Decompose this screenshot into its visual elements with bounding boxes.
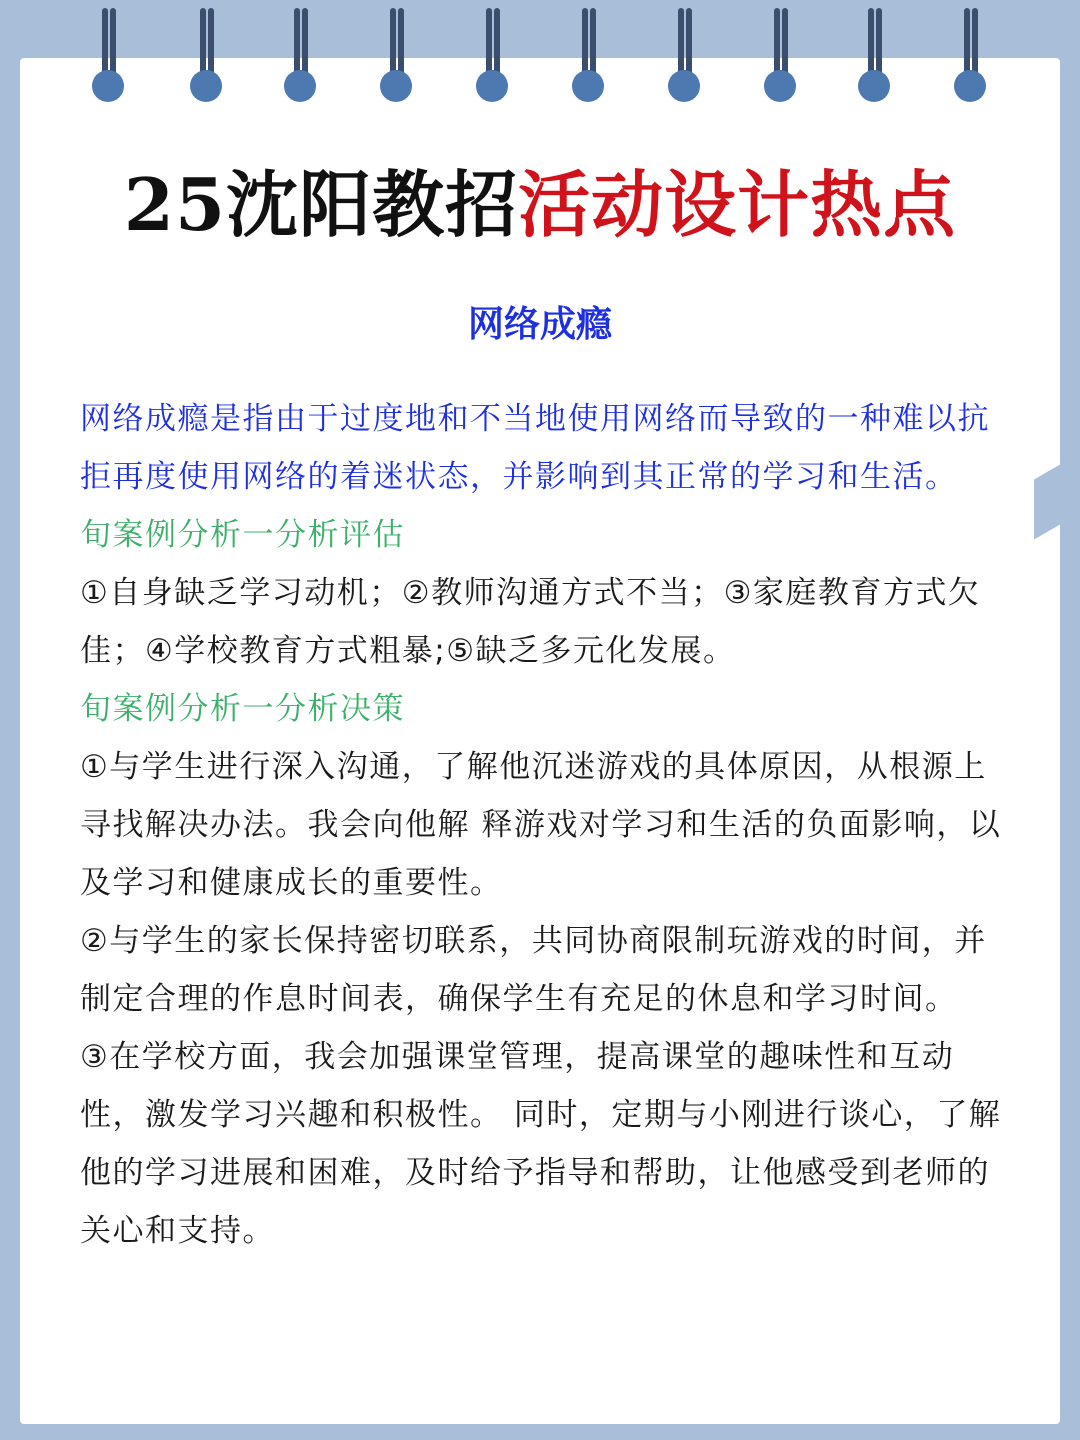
decision-paragraph-2: ②与学生的家长保持密切联系，共同协商限制玩游戏的时间，并制定合理的作息时间表，确保学生有充足的休息和学习时间。 — [80, 923, 987, 1017]
article-body — [80, 390, 1005, 1260]
binder-ring-icon — [476, 8, 512, 108]
binder-ring-icon — [190, 8, 226, 108]
page-title — [0, 160, 1080, 250]
binder-ring-icon — [92, 8, 128, 108]
definition-paragraph: 网络成瘾是指由于过度地和不当地使用网络而导致的一种难以抗拒再度使用网络的着迷状态，并影响到其正常的学习和生活。 — [80, 401, 990, 495]
torn-edge — [1034, 456, 1074, 539]
section-heading-evaluation: 旬案例分析一分析评估 — [80, 517, 405, 553]
title-red-part: 活动设计热点 — [518, 162, 957, 247]
decision-paragraph-3: ③在学校方面，我会加强课堂管理，提高课堂的趣味性和互动性，激发学习兴趣和积极性。 同时，定期与小刚进行谈心，了解他的学习进展和困难，及时给予指导和帮助，让他感受到老师的关心和支持。 — [80, 1039, 1002, 1249]
binder-ring-icon — [284, 8, 320, 108]
title-black-part: 25沈阳教招 — [123, 162, 519, 247]
binder-ring-icon — [858, 8, 894, 108]
section-heading-decision: 旬案例分析一分析决策 — [80, 691, 405, 727]
binder-ring-icon — [954, 8, 990, 108]
binder-ring-icon — [380, 8, 416, 108]
binder-ring-icon — [764, 8, 800, 108]
binder-rings — [0, 0, 1080, 110]
evaluation-paragraph: ①自身缺乏学习动机；②教师沟通方式不当；③家庭教育方式欠佳；④学校教育方式粗暴;⑤缺乏多元化发展。 — [80, 575, 981, 669]
topic-subtitle: 网络成瘾 — [467, 304, 612, 345]
binder-ring-icon — [572, 8, 608, 108]
binder-ring-icon — [668, 8, 704, 108]
decision-paragraph-1: ①与学生进行深入沟通，了解他沉迷游戏的具体原因，从根源上寻找解决办法。我会向他解 释游戏对学习和生活的负面影响，以及学习和健康成长的重要性。 — [80, 749, 1002, 901]
